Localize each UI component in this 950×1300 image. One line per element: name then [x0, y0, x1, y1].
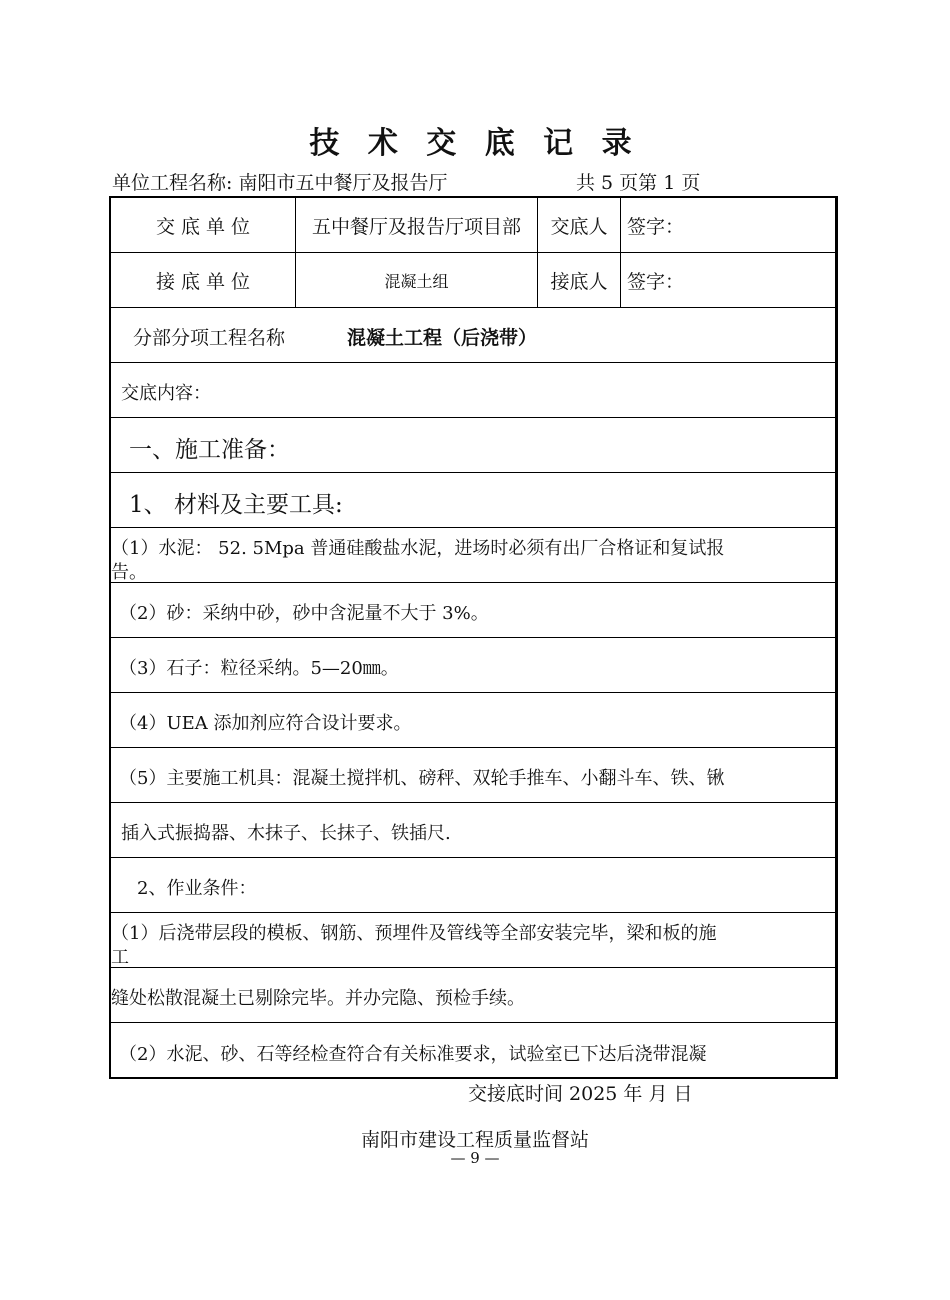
section-heading-preparation: 一、施工准备：	[129, 437, 290, 463]
item-sand: （2）砂：采纳中砂，砂中含泥量不大于 3%。	[119, 603, 489, 624]
condition-1-line1: （1）后浇带层段的模板、钢筋、预埋件及管线等全部安装完毕，梁和板的施	[111, 923, 717, 944]
condition-1-line2: 工	[111, 947, 129, 968]
receiving-person-label: 接底人	[537, 253, 620, 307]
table-row-condition-1-cont	[111, 968, 835, 1023]
item-additive: （4）UEA 添加剂应符合设计要求。	[119, 713, 412, 734]
table-row-item-2	[111, 583, 835, 638]
page-number: — 9 —	[450, 1149, 500, 1167]
handover-signature-field[interactable]: 签字：	[620, 198, 835, 252]
table-row-item-5-cont	[111, 803, 835, 858]
item-machinery: （5）主要施工机具：混凝土搅拌机、磅秤、双轮手推车、小翻斗车、铁、锹	[119, 768, 725, 789]
item-cement-line1: （1）水泥： 52. 5Mpa 普通硅酸盐水泥，进场时必须有出厂合格证和复试报	[111, 538, 725, 559]
document-title: 技 术 交 底 记 录	[309, 126, 641, 161]
table-row-condition-2	[111, 1023, 835, 1079]
table-row-handover-unit	[111, 198, 835, 253]
table-row-item-1	[111, 528, 835, 583]
receiving-unit-value: 混凝土组	[295, 253, 537, 307]
disclosure-table	[109, 196, 838, 1079]
content-label: 交底内容：	[121, 383, 211, 404]
table-row-receiving-unit	[111, 253, 835, 308]
page-info: 共 5 页第 1 页	[576, 172, 701, 194]
condition-2: （2）水泥、砂、石等经检查符合有关标准要求，试验室已下达后浇带混凝	[119, 1044, 707, 1065]
item-machinery-continued: 插入式振捣器、木抹子、长抹子、铁插尺.	[121, 823, 451, 844]
supervision-station: 南阳市建设工程质量监督站	[360, 1129, 589, 1151]
table-row-condition-1	[111, 913, 835, 968]
handover-time: 交接底时间 2025 年 月 日	[468, 1083, 693, 1105]
handover-unit-value: 五中餐厅及报告厅项目部	[295, 198, 537, 252]
item-stone: （3）石子：粒径采纳。5—20㎜。	[119, 658, 399, 679]
handover-unit-label: 交 底 单 位	[155, 215, 251, 238]
section-heading-conditions: 2、作业条件：	[137, 878, 257, 899]
table-row-section-1	[111, 418, 835, 473]
table-row-section-1-1	[111, 473, 835, 528]
table-row-content-label	[111, 363, 835, 418]
table-row-project-name	[111, 308, 835, 363]
section-heading-materials: 1、 材料及主要工具:	[129, 492, 343, 518]
table-row-item-4	[111, 693, 835, 748]
table-row-section-2	[111, 858, 835, 913]
table-row-item-5	[111, 748, 835, 803]
handover-person-label: 交底人	[537, 198, 620, 252]
condition-1-continued: 缝处松散混凝土已剔除完毕。并办完隐、预检手续。	[111, 988, 525, 1009]
receiving-signature-field[interactable]: 签字：	[620, 253, 835, 307]
project-name-label: 分部分项工程名称	[133, 327, 286, 349]
item-cement-line2: 告。	[111, 562, 147, 583]
project-name-value: 混凝土工程（后浇带）	[347, 327, 538, 349]
unit-project-name: 单位工程名称: 南阳市五中餐厅及报告厅	[112, 172, 448, 194]
receiving-unit-label: 接 底 单 位	[155, 270, 251, 293]
table-row-item-3	[111, 638, 835, 693]
